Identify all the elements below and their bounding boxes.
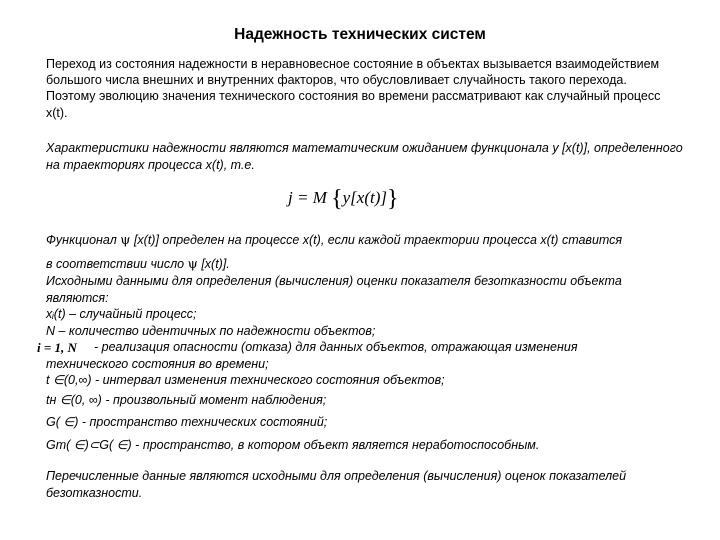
formula-lhs: j = M bbox=[288, 188, 327, 207]
functional-line2-suffix: [x(t)]. bbox=[201, 256, 230, 271]
source-item-observation-moment: tн ∈(0, ∞) - произвольный момент наблюдения; bbox=[46, 392, 327, 407]
source-item-state-space: G( ∈) - пространство технических состояний; bbox=[46, 415, 328, 429]
hazard-text-1: - реализация опасности (отказа) для данных объектов, отражающая изменения bbox=[94, 340, 578, 354]
psi-symbol-2: ψ bbox=[187, 256, 198, 272]
source-data-line-2: являются: bbox=[46, 290, 109, 305]
formula-body: y[x(t)] bbox=[342, 188, 388, 207]
psi-symbol: ψ bbox=[120, 233, 131, 248]
intro-paragraph: Переход из состояния надежности в неравновесное состояние в объектах вызывается взаимодействием большого числа внешних и внутренних факторов, что обусловливает случайность такого перехода. Поэтому эволюцию значения технического состояния во времени рассматривают как случайный процесс x(t). bbox=[46, 57, 661, 120]
functional-line-2 bbox=[46, 256, 696, 274]
source-item-failure-space: Gт( ∈)⊂G( ∈) - пространство, в котором объект является неработоспособным. bbox=[46, 437, 540, 452]
formula-close-brace: } bbox=[387, 186, 399, 212]
functional-line1-prefix: Функционал bbox=[46, 233, 117, 247]
index-range-formula: i = 1, N bbox=[37, 340, 77, 355]
formula-open-brace: { bbox=[331, 186, 343, 212]
page-title: Надежность технических систем bbox=[234, 26, 486, 43]
functional-line-1 bbox=[46, 232, 696, 250]
functional-line1-suffix: [x(t)] определен на процессе x(t), если каждой траектории процесса x(t) ставится bbox=[133, 233, 623, 247]
closing-paragraph: Перечисленные данные являются исходными для определения (вычисления) оценок показателей безотказности. bbox=[46, 469, 627, 500]
source-item-interval: t ∈(0,∞) - интервал изменения технического состояния объектов; bbox=[46, 373, 445, 387]
source-item-hazard-line-1 bbox=[46, 339, 696, 356]
source-item-object-count: N – количество идентичных по надежности объектов; bbox=[46, 323, 376, 338]
source-item-random-process: xᵢ(t) – случайный процесс; bbox=[46, 307, 197, 321]
source-data-line-1: Исходными данными для определения (вычисления) оценки показателя безотказности объекта bbox=[46, 274, 622, 288]
source-item-hazard-line-2: технического состояния во времени; bbox=[46, 356, 269, 371]
functional-line2-prefix: в соответствии число bbox=[46, 256, 185, 271]
expectation-formula bbox=[288, 186, 399, 213]
characteristics-paragraph: Характеристики надежности являются математическим ожиданием функционала y [x(t)], определенного на траекториях процесса x(t), т.е. bbox=[46, 141, 683, 172]
definitions-block bbox=[46, 232, 696, 453]
